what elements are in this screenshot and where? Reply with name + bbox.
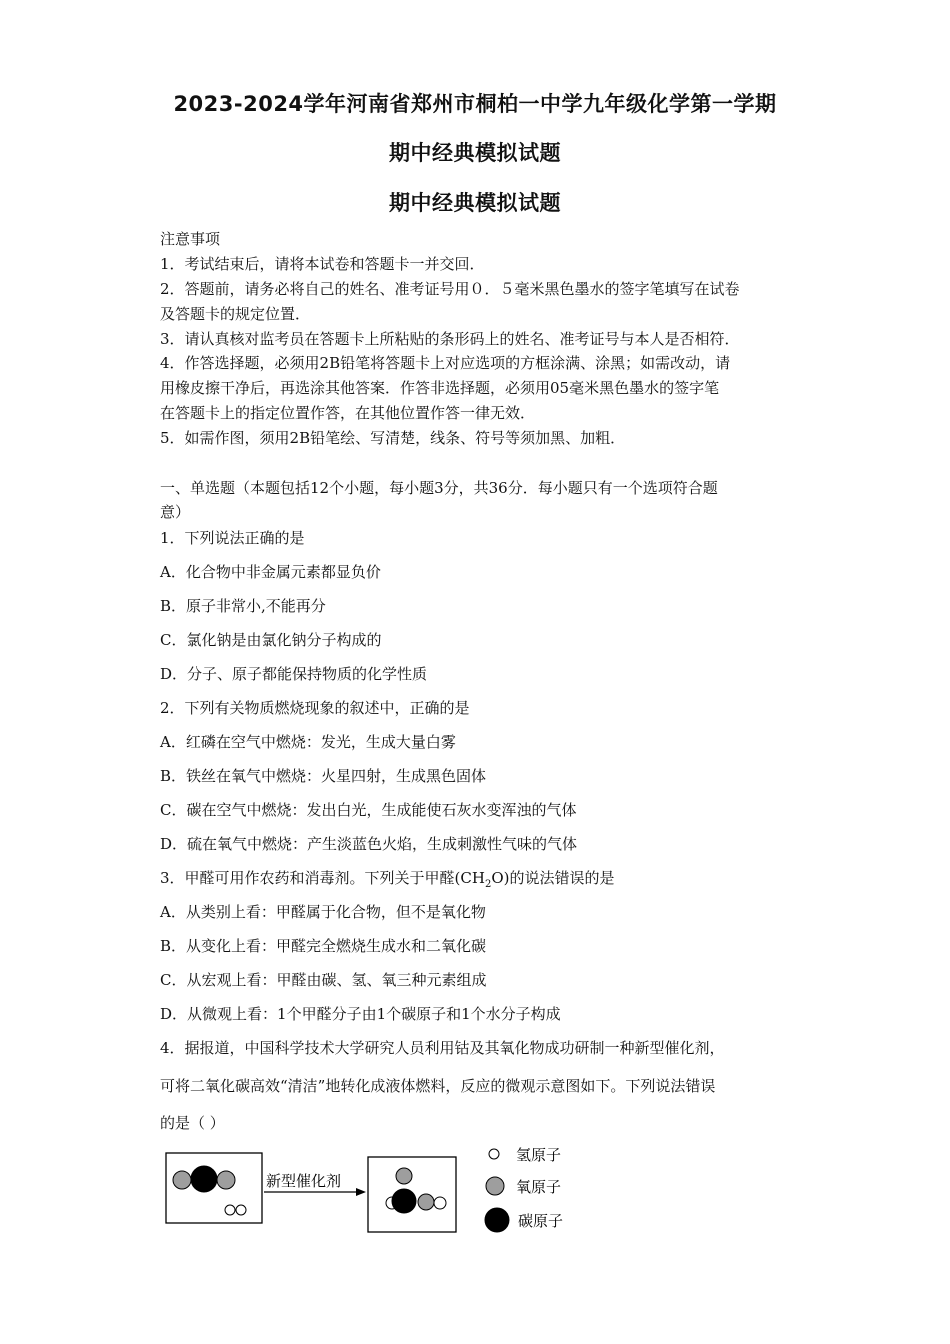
question-3-option-b: B．从变化上看：甲醛完全燃烧生成水和二氧化碳	[160, 937, 487, 955]
title-line-3: 期中经典模拟试题	[389, 191, 561, 215]
question-2-option-d: D．硫在氧气中燃烧：产生淡蓝色火焰，生成刺激性气味的气体	[160, 835, 578, 853]
question-4-stem-line: 的是（ ）	[160, 1114, 225, 1132]
notice-line: 在答题卡上的指定位置作答，在其他位置作答一律无效．	[160, 404, 536, 422]
section-heading: 一、单选题（本题包括12个小题，每小题3分，共36分．每小题只有一个选项符合题	[160, 479, 718, 497]
title-line-1: 2023-2024学年河南省郑州市桐柏一中学九年级化学第一学期	[173, 92, 777, 116]
question-1-stem: 1．下列说法正确的是	[160, 529, 305, 547]
question-3-stem-pre: 3．甲醛可用作农药和消毒剂。下列关于甲醛(CH	[160, 869, 485, 887]
title-line-2: 期中经典模拟试题	[389, 141, 561, 165]
carbon-atom	[191, 1166, 217, 1192]
oxygen-atom	[396, 1168, 412, 1184]
question-1-option-c: C．氯化钠是由氯化钠分子构成的	[160, 631, 382, 649]
question-3-option-c: C．从宏观上看：甲醛由碳、氢、氧三种元素组成	[160, 971, 487, 989]
question-3-stem-sub: 2	[484, 879, 492, 890]
oxygen-atom	[173, 1171, 191, 1189]
arrow-head-icon	[356, 1188, 366, 1196]
question-2-option-b: B．铁丝在氧气中燃烧：火星四射，生成黑色固体	[160, 767, 487, 785]
question-3-option-d: D．从微观上看：1个甲醛分子由1个碳原子和1个水分子构成	[160, 1005, 561, 1023]
arrow-label: 新型催化剂	[266, 1172, 342, 1190]
question-1-option-d: D．分子、原子都能保持物质的化学性质	[160, 665, 428, 683]
question-1-option-a: A．化合物中非金属元素都显负价	[160, 563, 381, 581]
legend-carbon-icon	[485, 1208, 509, 1232]
legend-carbon-label: 碳原子	[518, 1212, 564, 1230]
notice-line: 及答题卡的规定位置．	[160, 305, 311, 323]
oxygen-atom	[217, 1171, 235, 1189]
legend-hydrogen-icon	[489, 1149, 499, 1159]
question-4-stem-line: 4．据报道，中国科学技术大学研究人员利用钴及其氧化物成功研制一种新型催化剂，	[160, 1039, 725, 1057]
legend-oxygen-label: 氧原子	[516, 1178, 562, 1196]
notice-line: 2．答题前，请务必将自己的姓名、准考证号用０．５毫米黑色墨水的签字笔填写在试卷	[160, 280, 740, 298]
question-3-stem-post: O)的说法错误的是	[491, 869, 615, 887]
hydrogen-atom	[225, 1205, 235, 1215]
question-3-stem	[160, 867, 615, 890]
notice-line: 5．如需作图，须用2B铅笔绘、写清楚，线条、符号等须加黑、加粗．	[160, 429, 626, 447]
question-1-option-b: B．原子非常小,不能再分	[160, 597, 326, 615]
section-heading-cont: 意）	[160, 503, 191, 521]
notice-line: 4．作答选择题，必须用2B铅笔将答题卡上对应选项的方框涂满、涂黑；如需改动，请	[160, 354, 731, 372]
notice-line: 3．请认真核对监考员在答题卡上所粘贴的条形码上的姓名、准考证号与本人是否相符．	[160, 330, 740, 348]
legend-hydrogen-label: 氢原子	[516, 1146, 562, 1164]
oxygen-atom	[418, 1194, 434, 1210]
question-2-option-a: A．红磷在空气中燃烧：发光，生成大量白雾	[160, 733, 456, 751]
notice-heading: 注意事项	[160, 230, 221, 248]
hydrogen-atom	[236, 1205, 246, 1215]
reaction-micro-diagram	[160, 1145, 620, 1245]
carbon-atom	[392, 1189, 416, 1213]
question-4-stem-line: 可将二氧化碳高效“清洁”地转化成液体燃料，反应的微观示意图如下。下列说法错误	[160, 1077, 716, 1095]
question-3-option-a: A．从类别上看：甲醛属于化合物，但不是氧化物	[160, 903, 486, 921]
hydrogen-atom	[434, 1197, 446, 1209]
notice-line: 用橡皮擦干净后，再选涂其他答案．作答非选择题，必须用05毫米黑色墨水的签字笔	[160, 379, 720, 397]
question-2-stem: 2．下列有关物质燃烧现象的叙述中，正确的是	[160, 699, 470, 717]
question-2-option-c: C．碳在空气中燃烧：发出白光，生成能使石灰水变浑浊的气体	[160, 801, 577, 819]
legend-oxygen-icon	[486, 1177, 504, 1195]
notice-line: 1．考试结束后，请将本试卷和答题卡一并交回．	[160, 255, 485, 273]
